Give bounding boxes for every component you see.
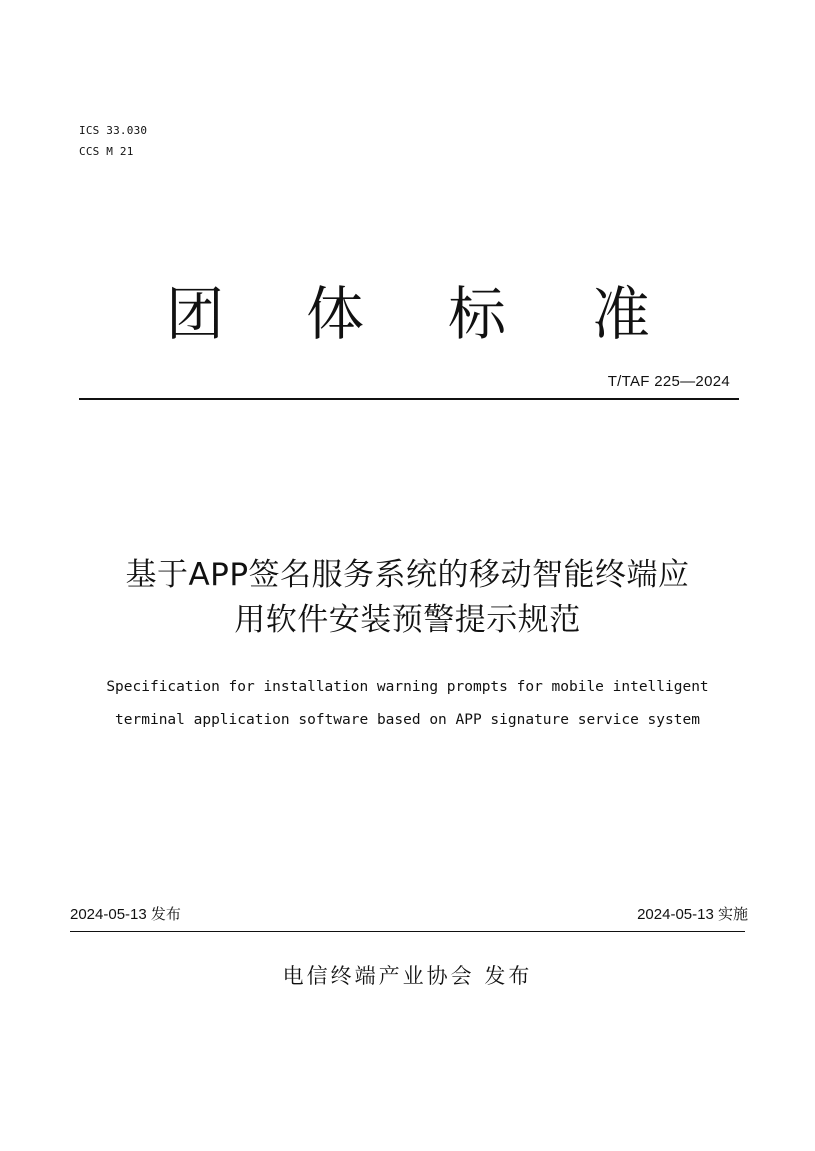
chinese-title-line-2: 用软件安装预警提示规范: [234, 602, 581, 638]
english-title-line-1: Specification for installation warning prompts for mobile intelligent: [106, 679, 709, 695]
ics-code: ICS 33.030: [79, 124, 148, 137]
english-title-line-2: terminal application software based on APP signature service system: [115, 712, 700, 728]
document-type-heading: [0, 274, 815, 354]
doc-type-char-3: 标: [448, 280, 507, 348]
header-divider: [79, 398, 739, 400]
implementation-date: 2024-05-13 实施: [637, 906, 748, 923]
doc-type-char-4: 准: [592, 280, 651, 348]
chinese-title-line-1: 基于APP签名服务系统的移动智能终端应: [125, 557, 690, 593]
doc-type-char-1: 团: [166, 280, 225, 348]
chinese-title: [0, 553, 815, 643]
doc-type-char-2: 体: [306, 280, 365, 348]
footer-divider: [70, 931, 745, 932]
standard-number: T/TAF 225—2024: [607, 373, 730, 390]
publisher: 电信终端产业协会 发布: [282, 964, 533, 988]
issue-date: 2024-05-13 发布: [70, 906, 181, 923]
english-title: [0, 671, 815, 737]
ccs-code: CCS M 21: [79, 145, 134, 158]
